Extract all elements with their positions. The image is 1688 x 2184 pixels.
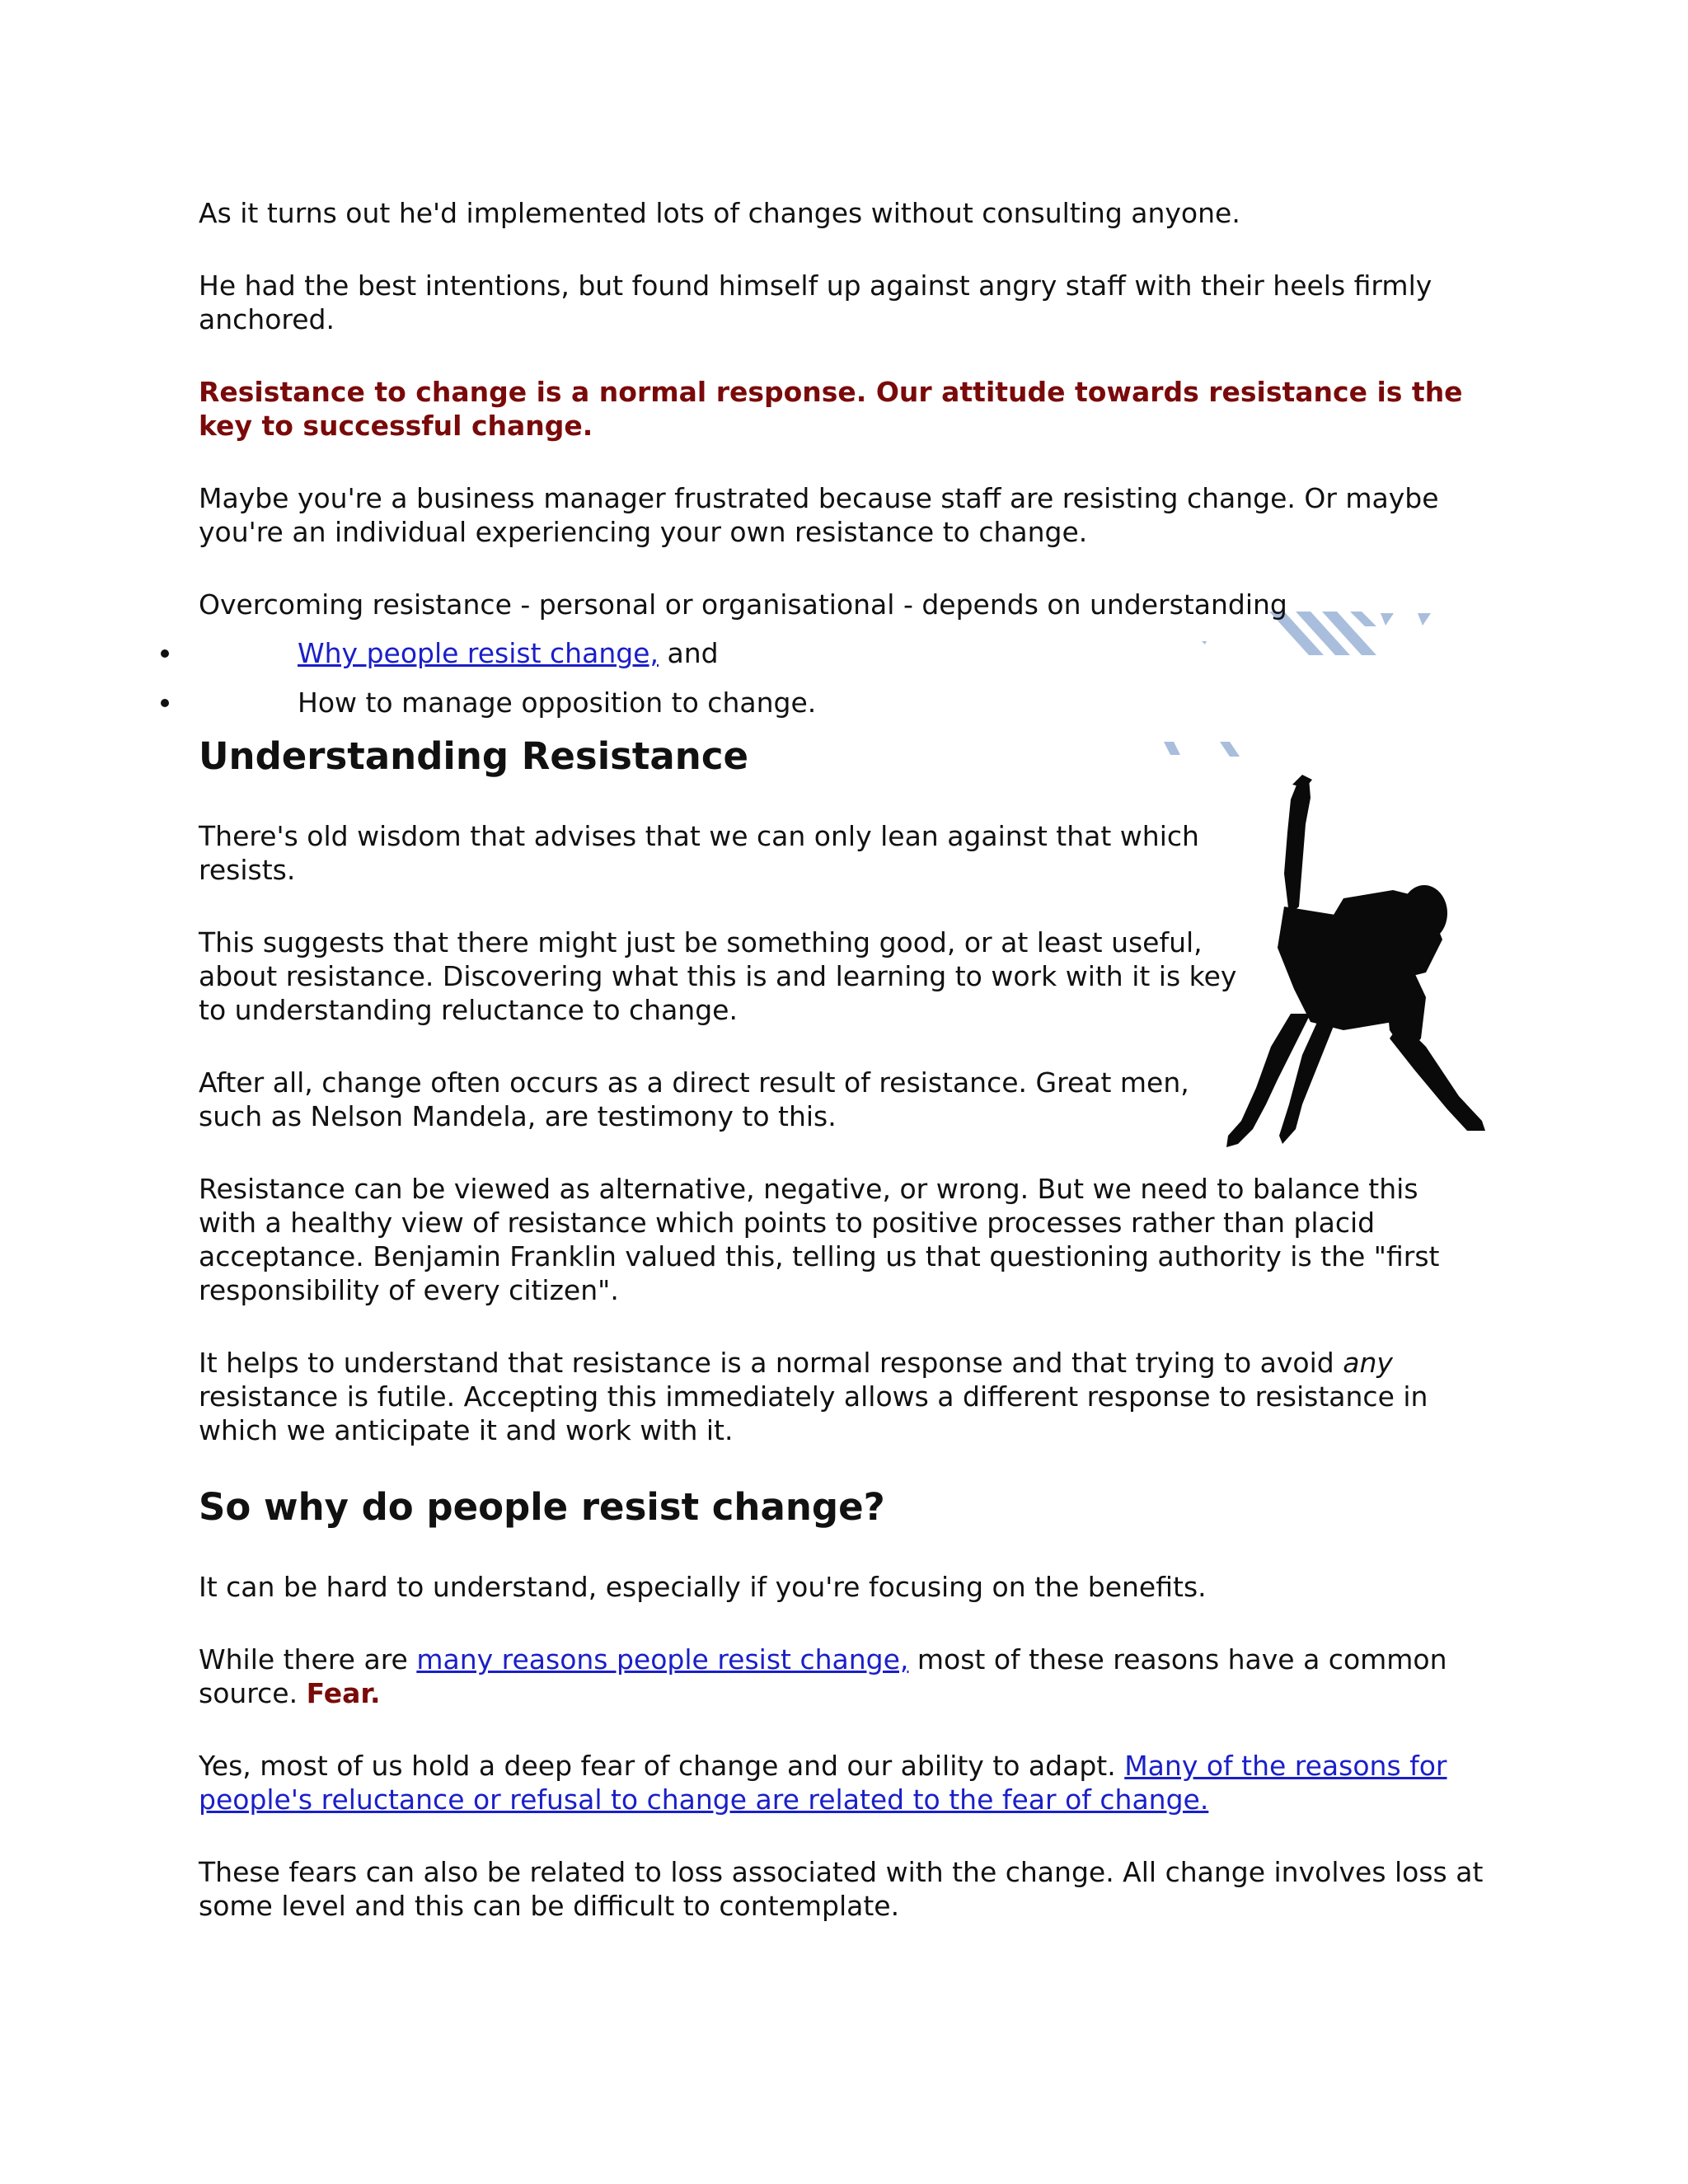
paragraph: These fears can also be related to loss associated with the change. All change involves loss at some level and this can be difficult to contemplate. <box>199 1856 1484 1922</box>
bullet-icon <box>161 649 169 658</box>
paragraph: Maybe you're a business manager frustrated because staff are resisting change. Or maybe you're an individual experiencing your own resistance to change. <box>199 482 1439 548</box>
bullet-list <box>161 636 1484 719</box>
paragraph <box>199 1643 1484 1710</box>
section-heading: Understanding Resistance <box>199 734 749 778</box>
list-item <box>161 636 1484 670</box>
key-message: Resistance to change is a normal response. Our attitude towards resistance is the key to successful change. <box>199 376 1463 442</box>
many-reasons-link[interactable]: many reasons people resist change, <box>416 1643 909 1675</box>
paragraph: This suggests that there might just be something good, or at least useful, about resistance. Discovering what this is and learning to work with it is key to understanding reluctance to change. <box>199 926 1237 1026</box>
article-body <box>199 196 1484 1961</box>
paragraph: It can be hard to understand, especially if you're focusing on the benefits. <box>199 1571 1207 1603</box>
list-item-text: How to manage opposition to change. <box>298 687 817 719</box>
paragraph: After all, change often occurs as a direct result of resistance. Great men, such as Nelson Mandela, are testimony to this. <box>199 1066 1189 1132</box>
text-run: It helps to understand that resistance is a normal response and that trying to avoid <box>199 1347 1343 1379</box>
text-run: While there are <box>199 1643 417 1675</box>
list-item <box>161 686 1484 719</box>
emphasis: any <box>1343 1347 1393 1379</box>
paragraph <box>199 1749 1484 1816</box>
paragraph: He had the best intentions, but found himself up against angry staff with their heels firmly anchored. <box>199 269 1432 335</box>
why-people-resist-link[interactable]: Why people resist change, <box>298 637 659 669</box>
fear-of-change-link[interactable]: Many of the reasons for people's reluctance or refusal to change are related to the fear of change. <box>199 1750 1447 1816</box>
paragraph: Overcoming resistance - personal or organisational - depends on understanding <box>199 588 1287 621</box>
section-heading: So why do people resist change? <box>199 1485 885 1529</box>
paragraph <box>199 1346 1484 1447</box>
paragraph: Resistance can be viewed as alternative, negative, or wrong. But we need to balance this with a healthy view of resistance which points to positive processes rather than placid acceptance. Benjamin Franklin valued this, telling us that questioning authority is the "first responsibility of every citizen". <box>199 1173 1440 1306</box>
text-run: most of these reasons have a common source. <box>199 1643 1447 1709</box>
paragraph: As it turns out he'd implemented lots of changes without consulting anyone. <box>199 197 1240 229</box>
text-run: resistance is futile. Accepting this immediately allows a different response to resistance in which we anticipate it and work with it. <box>199 1380 1428 1446</box>
list-item-text: and <box>658 637 719 669</box>
bullet-icon <box>161 699 169 707</box>
text-run: Yes, most of us hold a deep fear of change and our ability to adapt. <box>199 1750 1125 1782</box>
paragraph: There's old wisdom that advises that we can only lean against that which resists. <box>199 820 1199 886</box>
fear-emphasis: Fear. <box>306 1677 381 1709</box>
